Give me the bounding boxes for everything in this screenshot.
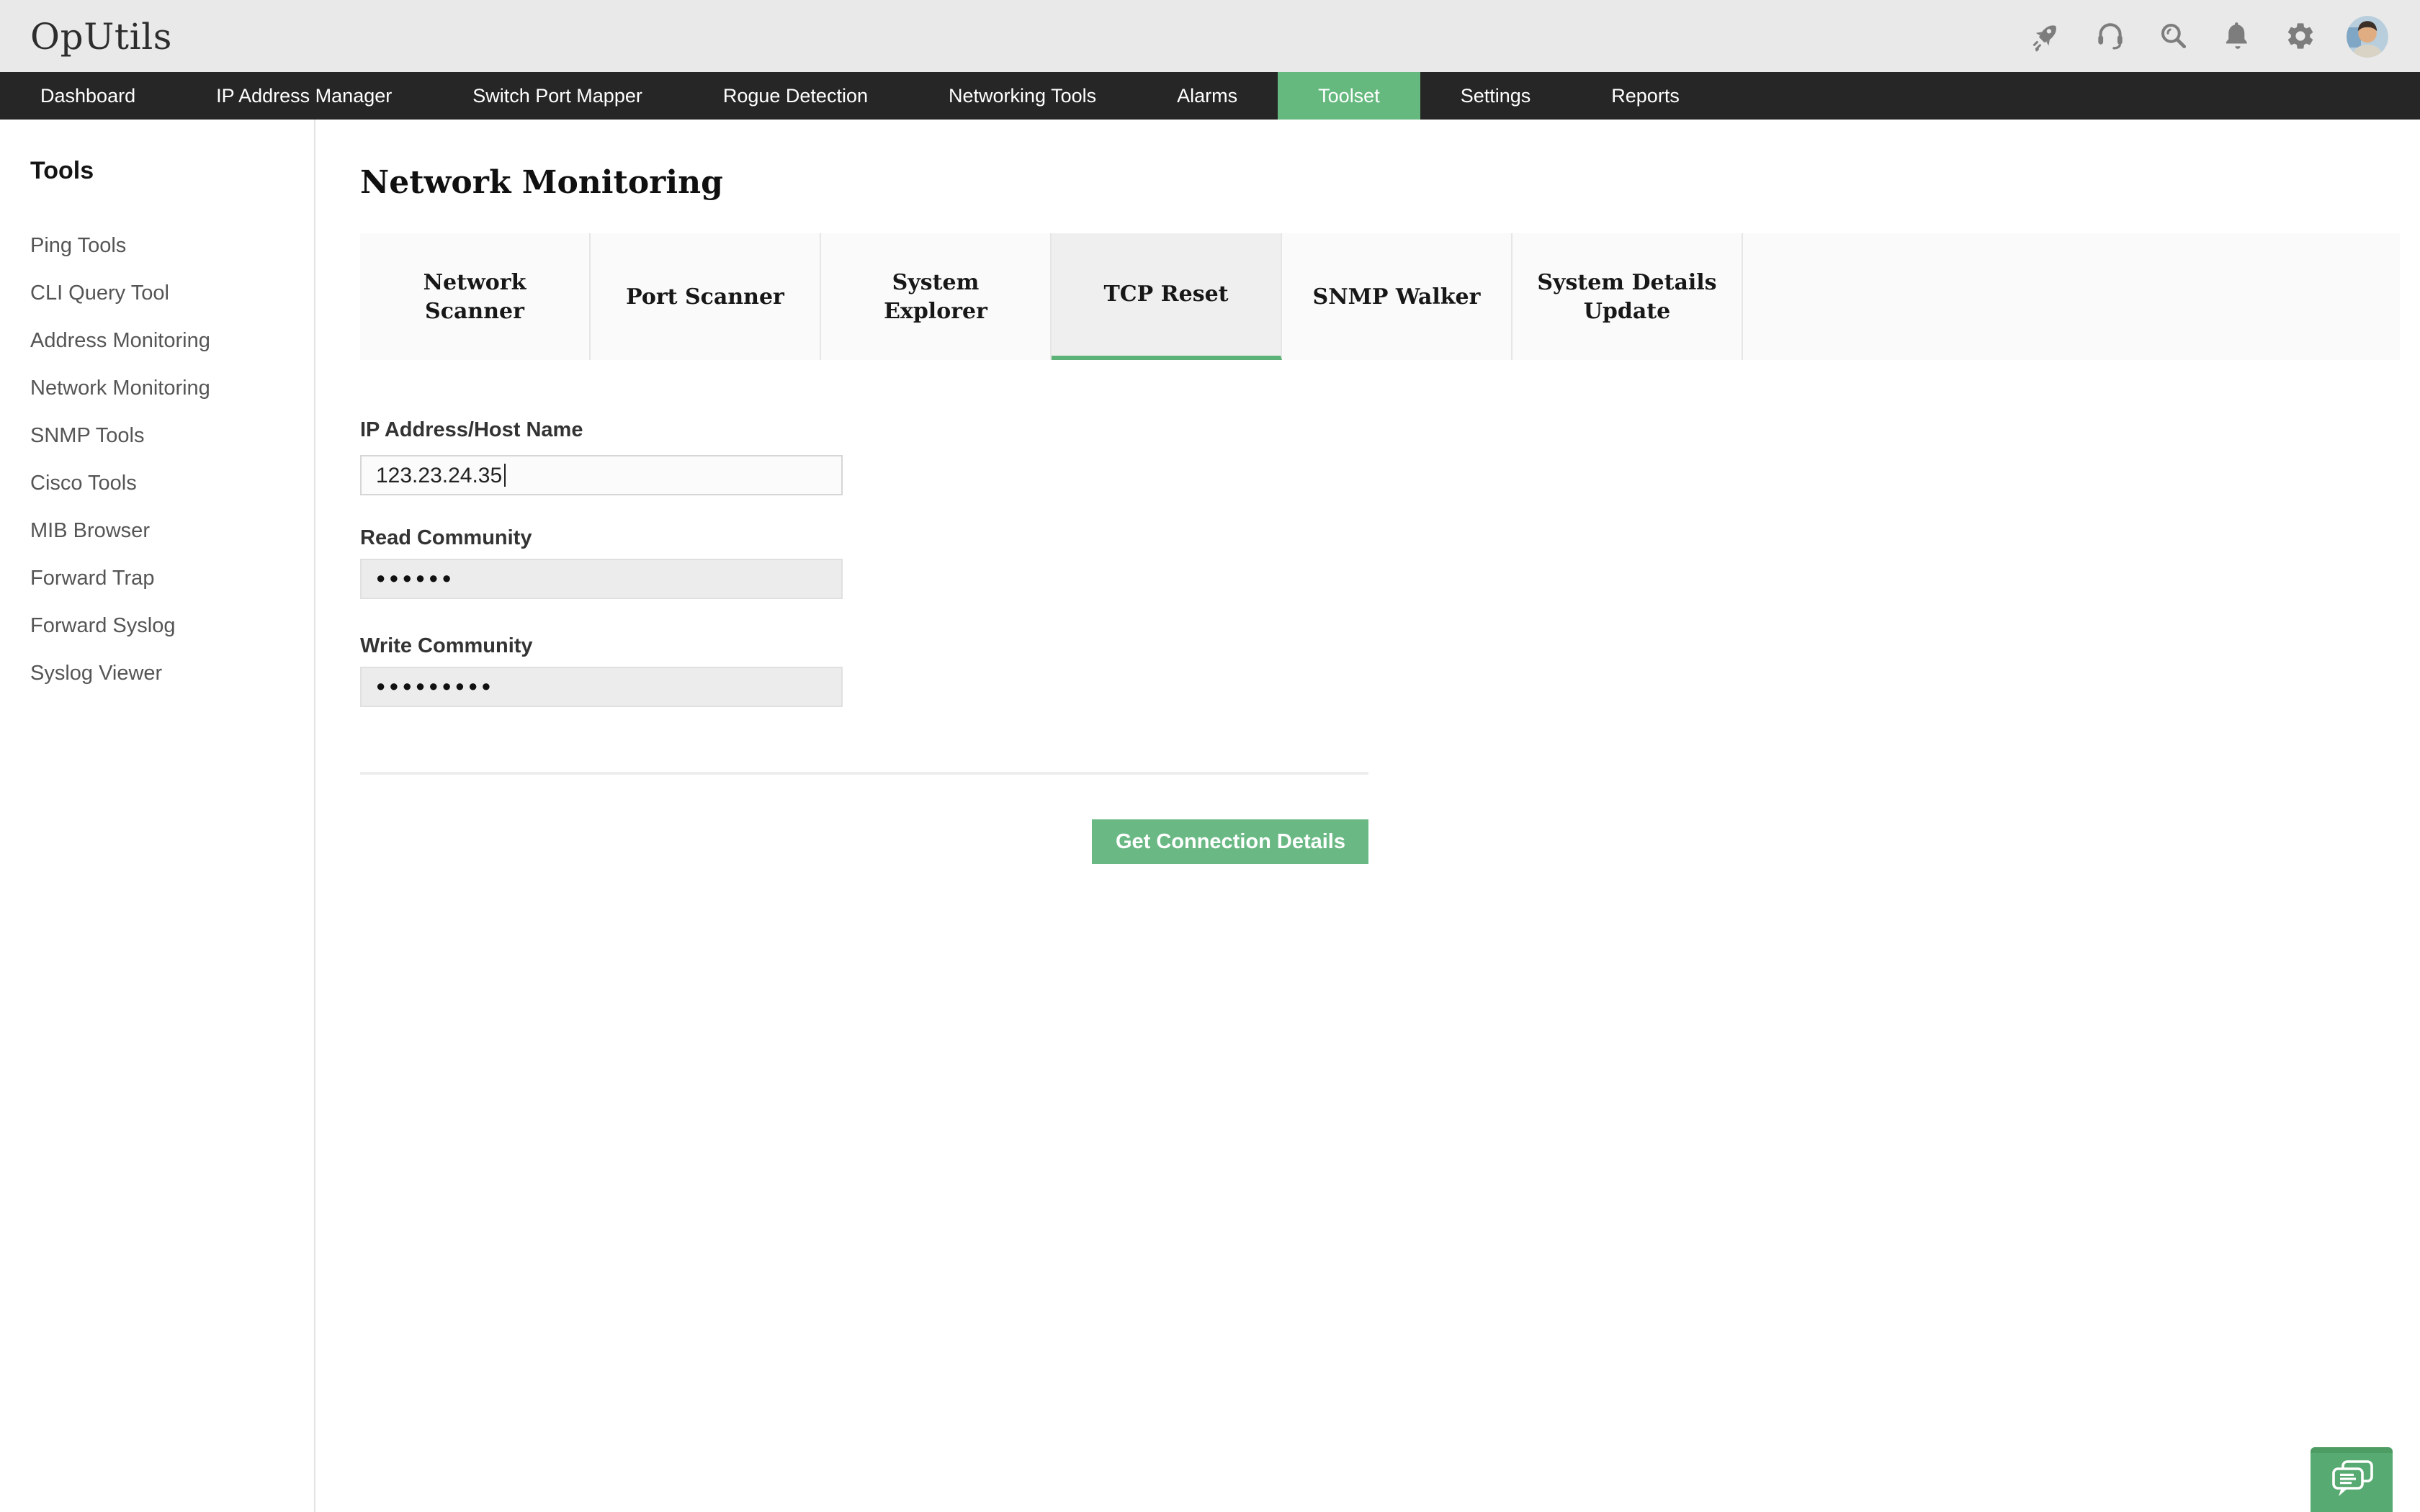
tab-system-explorer[interactable]: System Explorer (821, 233, 1052, 360)
nav-item-settings[interactable]: Settings (1460, 85, 1531, 107)
tcp-reset-form (360, 419, 2420, 864)
app-logo[interactable]: OpUtils (30, 15, 173, 57)
sidebar-item-network-monitoring[interactable]: Network Monitoring (30, 377, 210, 400)
sidebar-item-address-monitoring[interactable]: Address Monitoring (30, 330, 210, 353)
read-community-label: Read Community (360, 527, 532, 550)
nav-item-rogue-detection[interactable]: Rogue Detection (722, 85, 868, 107)
tab-system-details-update[interactable]: System Details Update (1512, 233, 1743, 360)
search-icon[interactable] (2156, 19, 2191, 53)
content-layout (0, 120, 2420, 1512)
sidebar-list (30, 223, 314, 698)
sidebar-item-cli-query-tool[interactable]: CLI Query Tool (30, 282, 169, 305)
chat-widget-button[interactable] (2311, 1447, 2393, 1512)
sidebar-item-forward-trap[interactable]: Forward Trap (30, 567, 155, 590)
rocket-icon[interactable] (2030, 19, 2064, 53)
sidebar-item-forward-syslog[interactable]: Forward Syslog (30, 615, 176, 638)
get-connection-details-button[interactable]: Get Connection Details (1093, 819, 1368, 864)
read-community-input[interactable] (360, 559, 843, 599)
ip-address-label: IP Address/Host Name (360, 419, 583, 442)
nav-item-dashboard[interactable]: Dashboard (40, 85, 136, 107)
settings-gear-icon[interactable] (2283, 19, 2318, 53)
main-navbar (0, 72, 2420, 120)
tab-snmp-walker[interactable]: SNMP Walker (1282, 233, 1512, 360)
ip-address-value: 123.23.24.35 (376, 463, 503, 487)
tab-strip-filler (1743, 233, 2400, 360)
tab-tcp-reset[interactable]: TCP Reset (1052, 233, 1282, 360)
ip-address-input[interactable] (360, 455, 843, 495)
tab-strip (360, 233, 2400, 360)
tab-port-scanner[interactable]: Port Scanner (591, 233, 821, 360)
nav-item-ip-address-manager[interactable]: IP Address Manager (216, 85, 393, 107)
nav-item-networking-tools[interactable]: Networking Tools (949, 85, 1097, 107)
write-community-input[interactable] (360, 667, 843, 707)
nav-item-reports[interactable]: Reports (1611, 85, 1680, 107)
tools-sidebar (0, 120, 315, 1512)
sidebar-title: Tools (30, 157, 94, 184)
nav-item-alarms[interactable]: Alarms (1177, 85, 1238, 107)
nav-item-switch-port-mapper[interactable]: Switch Port Mapper (472, 85, 642, 107)
text-cursor (503, 464, 505, 487)
tab-network-scanner[interactable]: Network Scanner (360, 233, 591, 360)
topbar-icons (2030, 15, 2388, 57)
read-community-masked-value: ●●●●●● (376, 570, 455, 588)
sidebar-item-syslog-viewer[interactable]: Syslog Viewer (30, 662, 163, 685)
sidebar-item-snmp-tools[interactable]: SNMP Tools (30, 425, 145, 448)
user-avatar[interactable] (2347, 15, 2388, 57)
sidebar-item-mib-browser[interactable]: MIB Browser (30, 520, 150, 543)
notifications-bell-icon[interactable] (2220, 19, 2254, 53)
sidebar-item-ping-tools[interactable]: Ping Tools (30, 235, 127, 258)
sidebar-item-cisco-tools[interactable]: Cisco Tools (30, 472, 137, 495)
headset-support-icon[interactable] (2093, 19, 2128, 53)
form-divider (360, 772, 1368, 775)
main-content (315, 120, 2420, 1512)
write-community-masked-value: ●●●●●●●●● (376, 678, 495, 696)
page-title: Network Monitoring (360, 164, 723, 202)
topbar (0, 0, 2420, 72)
chat-bubbles-icon (2329, 1459, 2375, 1506)
nav-item-toolset[interactable]: Toolset (1278, 72, 1420, 120)
write-community-label: Write Community (360, 635, 533, 658)
form-actions (360, 819, 1368, 864)
